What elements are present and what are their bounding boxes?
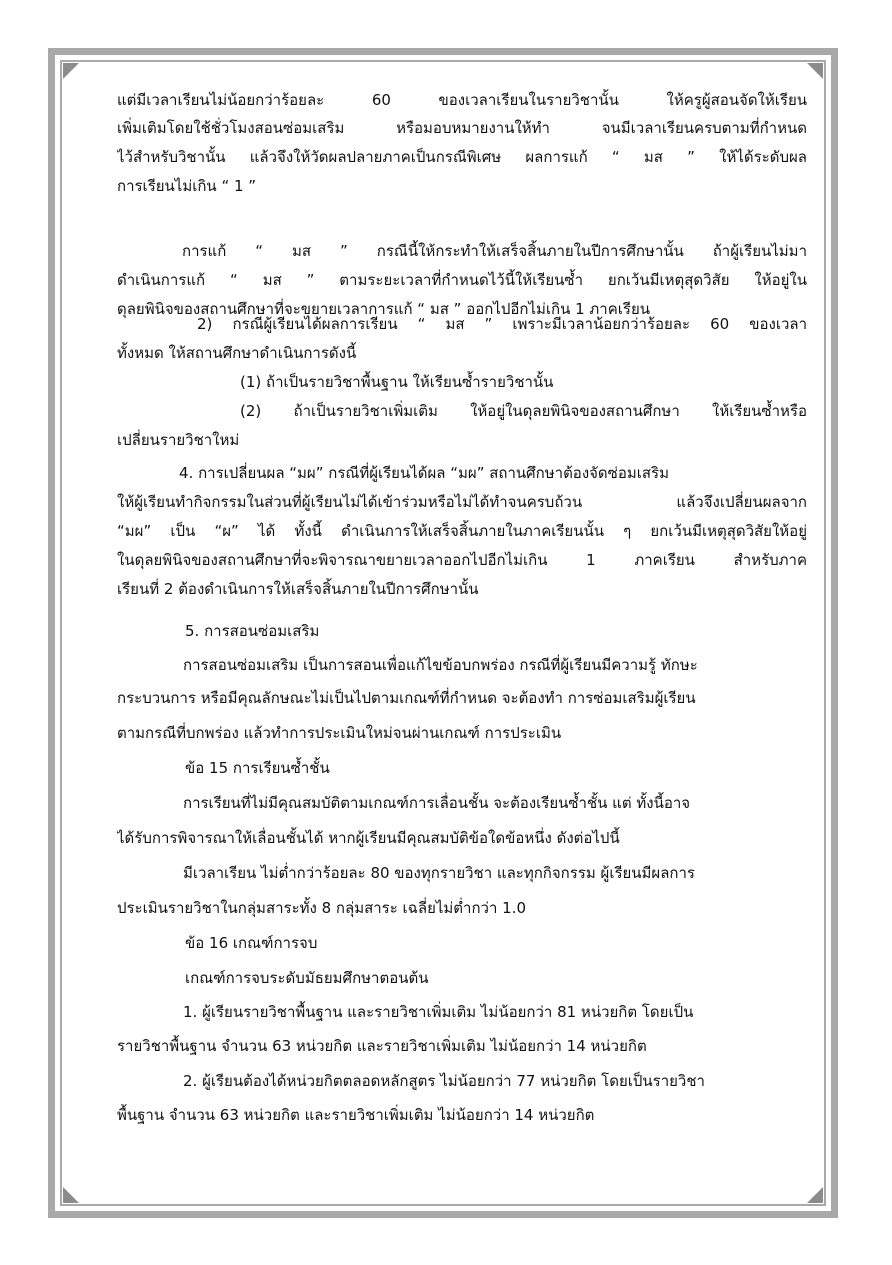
section-heading: ข้อ 16 เกณฑ์การจบ xyxy=(185,934,318,952)
text-line: ในดุลยพินิจของสถานศึกษาที่จะพิจารณาขยายเวลาออกไปอีกไม่เกิน 1 ภาคเรียน สำหรับภาค xyxy=(117,551,807,569)
corner-ornament-top-left xyxy=(63,63,79,79)
text-line: รายวิชาพื้นฐาน จำนวน 63 หน่วยกิต และรายวิชาเพิ่มเติม ไม่น้อยกว่า 14 หน่วยกิต xyxy=(117,1037,647,1055)
text-line: การแก้ “ มส ” กรณีนี้ให้กระทำให้เสร็จสิ้นภายในปีการศึกษานั้น ถ้าผู้เรียนไม่มา xyxy=(182,242,807,260)
text-line: มีเวลาเรียน ไม่ต่ำกว่าร้อยละ 80 ของทุกรายวิชา และทุกกิจกรรม ผู้เรียนมีผลการ xyxy=(183,864,695,882)
text-line: เพิ่มเติมโดยใช้ชั่วโมงสอนซ่อมเสริม หรือมอบหมายงานให้ทำ จนมีเวลาเรียนครบตามที่กำหนด xyxy=(117,119,807,137)
text-line: 1. ผู้เรียนรายวิชาพื้นฐาน และรายวิชาเพิ่มเติม ไม่น้อยกว่า 81 หน่วยกิต โดยเป็น xyxy=(183,1003,694,1021)
text-line: การเรียนที่ไม่มีคุณสมบัติตามเกณฑ์การเลื่อนชั้น จะต้องเรียนซ้ำชั้น แต่ ทั้งนี้อาจ xyxy=(183,794,691,812)
corner-ornament-bottom-left xyxy=(63,1187,79,1203)
text-line: ตามกรณีที่บกพร่อง แล้วทำการประเมินใหม่จนผ่านเกณฑ์ การประเมิน xyxy=(117,724,562,742)
text-line: ทั้งหมด ให้สถานศึกษาดำเนินการดังนี้ xyxy=(117,344,357,362)
section-heading: เกณฑ์การจบระดับมัธยมศึกษาตอนต้น xyxy=(185,969,429,987)
text-line: “มผ” เป็น “ผ” ได้ ทั้งนี้ ดำเนินการให้เสร็จสิ้นภายในภาคเรียนนั้น ๆ ยกเว้นมีเหตุสุดวิสัยให้อยู่ xyxy=(117,522,807,540)
text-line: การสอนซ่อมเสริม เป็นการสอนเพื่อแก้ไขข้อบกพร่อง กรณีที่ผู้เรียนมีความรู้ ทักษะ xyxy=(183,656,698,674)
text-line: ไว้สำหรับวิชานั้น แล้วจึงให้วัดผลปลายภาคเป็นกรณีพิเศษ ผลการแก้ “ มส ” ให้ได้ระดับผล xyxy=(117,148,807,166)
corner-ornament-top-right xyxy=(807,63,823,79)
text-line: เปลี่ยนรายวิชาใหม่ xyxy=(117,431,240,449)
text-line: ให้ผู้เรียนทำกิจกรรมในส่วนที่ผู้เรียนไม่ได้เข้าร่วมหรือไม่ได้ทำจนครบถ้วน แล้วจึงเปลี่ยนผลจาก xyxy=(117,493,807,511)
text-line: 2. ผู้เรียนต้องได้หน่วยกิตตลอดหลักสูตร ไม่น้อยกว่า 77 หน่วยกิต โดยเป็นรายวิชา xyxy=(183,1072,705,1090)
text-line: ดำเนินการแก้ “ มส ” ตามระยะเวลาที่กำหนดไว้นี้ให้เรียนซ้ำ ยกเว้นมีเหตุสุดวิสัย ให้อยู่ใน xyxy=(117,271,807,289)
text-line: พื้นฐาน จำนวน 63 หน่วยกิต และรายวิชาเพิ่มเติม ไม่น้อยกว่า 14 หน่วยกิต xyxy=(117,1106,595,1124)
text-line: 2) กรณีผู้เรียนได้ผลการเรียน “ มส ” เพราะมีเวลาน้อยกว่าร้อยละ 60 ของเวลา xyxy=(197,315,807,333)
text-line: เรียนที่ 2 ต้องดำเนินการให้เสร็จสิ้นภายในปีการศึกษานั้น xyxy=(117,580,479,598)
text-line: แต่มีเวลาเรียนไม่น้อยกว่าร้อยละ 60 ของเวลาเรียนในรายวิชานั้น ให้ครูผู้สอนจัดให้เรียน xyxy=(117,91,807,109)
text-line: (2) ถ้าเป็นรายวิชาเพิ่มเติม ให้อยู่ในดุลยพินิจของสถานศึกษา ให้เรียนซ้ำหรือ xyxy=(240,402,807,420)
text-line: 4. การเปลี่ยนผล “มผ” กรณีที่ผู้เรียนได้ผล “มผ” สถานศึกษาต้องจัดซ่อมเสริม xyxy=(179,464,669,482)
section-heading: ข้อ 15 การเรียนซ้ำชั้น xyxy=(185,759,330,777)
text-line: ประเมินรายวิชาในกลุ่มสาระทั้ง 8 กลุ่มสาระ เฉลี่ยไม่ต่ำกว่า 1.0 xyxy=(117,899,527,917)
section-heading: 5. การสอนซ่อมเสริม xyxy=(185,622,320,640)
corner-ornament-bottom-right xyxy=(807,1187,823,1203)
text-line: ดุลยพินิจของสถานศึกษาที่จะขยายเวลาการแก้ “ มส ” ออกไปอีกไม่เกิน 1 ภาคเรียน xyxy=(117,300,650,318)
text-line: (1) ถ้าเป็นรายวิชาพื้นฐาน ให้เรียนซ้ำรายวิชานั้น xyxy=(240,373,554,391)
text-line: กระบวนการ หรือมีคุณลักษณะไม่เป็นไปตามเกณฑ์ที่กำหนด จะต้องทำ การซ่อมเสริมผู้เรียน xyxy=(117,689,696,707)
text-line: การเรียนไม่เกิน “ 1 ” xyxy=(117,177,257,195)
text-line: ได้รับการพิจารณาให้เลื่อนชั้นได้ หากผู้เรียนมีคุณสมบัติข้อใดข้อหนึ่ง ดังต่อไปนี้ xyxy=(117,829,620,847)
